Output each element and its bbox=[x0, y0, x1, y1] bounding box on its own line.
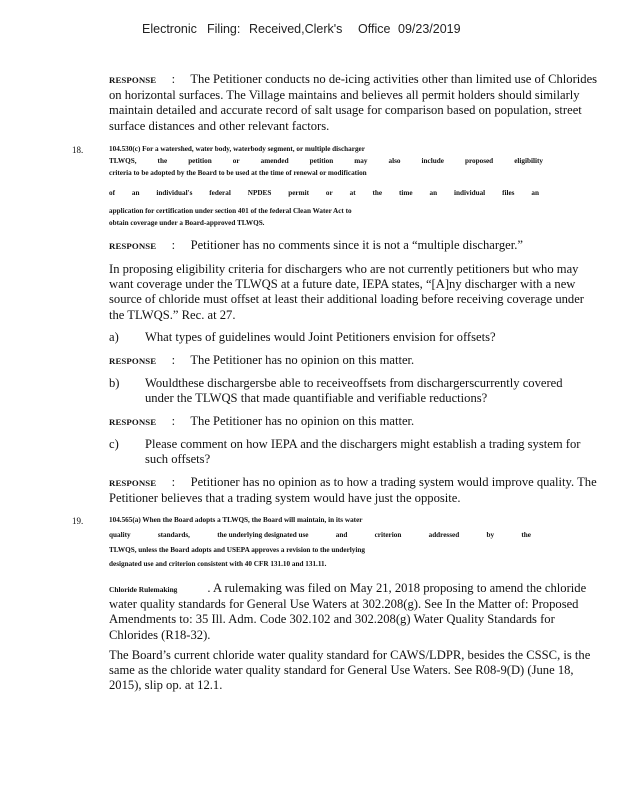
item-b-mark: b) bbox=[109, 376, 120, 390]
q18-line2: TLWQS, the petition or amended petition may also include proposed eligibility bbox=[109, 157, 543, 165]
q19-line3: TLWQS, unless the Board adopts and USEPA approves a revision to the underlying bbox=[109, 546, 365, 554]
q19-line2: quality standards, the underlying designated use and criterion addressed by the bbox=[109, 531, 531, 539]
response-multiple-discharger: RESPONSE : Petitioner has no comments since it is not a “multiple discharger.” bbox=[109, 238, 523, 252]
q18-line5: application for certification under section 401 of the federal Clean Water Act to bbox=[109, 207, 352, 215]
response-text: The Petitioner conducts no de-icing activities other than limited use of Chlorides on horizontal surfaces. The Village maintains and believes all permit holders should similarly maintain detailed and accurate record of salt usage for comparison based on population, street surface distances and other relevant factors. bbox=[109, 72, 598, 133]
header-filing: Filing: bbox=[207, 22, 241, 36]
item-b-text: Wouldthese dischargersbe able to receiveoffsets from dischargerscurrently covered under the TLWQS that made quantifiable and verifiable reductions? bbox=[145, 376, 563, 406]
q18-line1: 104.530(c) For a watershed, water body, waterbody segment, or multiple discharger bbox=[109, 145, 365, 153]
paragraph-chloride-rulemaking: Chloride Rulemaking . A rulemaking was filed on May 21, 2018 proposing to amend the chloride water quality standards for General Use Waters at 302.208(g). See In the Matter of: Proposed Amendments to: 35 Ill. Adm. Code 302.102 and 302.208(g) Water Quality Standards for Chlorides (R18-32). bbox=[109, 581, 587, 642]
item-c-text: Please comment on how IEPA and the dischargers might establish a trading system for such offsets? bbox=[145, 437, 581, 467]
response-a: RESPONSE : The Petitioner has no opinion on this matter. bbox=[109, 353, 415, 367]
header-received: Received,Clerk's bbox=[249, 22, 343, 36]
item-a-text: What types of guidelines would Joint Petitioners envision for offsets? bbox=[145, 330, 496, 344]
q19-line4: designated use and criterion consistent with 40 CFR 131.10 and 131.11. bbox=[109, 560, 327, 568]
response-b: RESPONSE : The Petitioner has no opinion on this matter. bbox=[109, 414, 415, 428]
question-number-19: 19. bbox=[72, 516, 84, 526]
response-label: RESPONSE bbox=[109, 75, 157, 85]
q19-line1: 104.565(a) When the Board adopts a TLWQS, the Board will maintain, in its water bbox=[109, 516, 363, 524]
header-electronic: Electronic bbox=[142, 22, 197, 36]
header-date: 09/23/2019 bbox=[398, 22, 461, 36]
q18-line6: obtain coverage under a Board-approved TLWQS. bbox=[109, 219, 265, 227]
response-deicing: RESPONSE : The Petitioner conducts no de-icing activities other than limited use of Chlorides on horizontal surfaces. The Village maintains and believes all permit holders should similarly maintain detailed and accurate record of salt usage for comparison based on population, street surface distances and other relevant factors. bbox=[109, 72, 598, 133]
q18-line3: criteria to be adopted by the Board to be used at the time of renewal or modification bbox=[109, 169, 367, 177]
question-number-18: 18. bbox=[72, 145, 84, 155]
q18-line4: of an individual's federal NPDES permit or at the time an individual files an bbox=[109, 189, 539, 197]
paragraph-eligibility: In proposing eligibility criteria for dischargers who are not currently petitioners but who may want coverage under the TLWQS at a future date, IEPA states, “[A]ny discharger with a new source of chloride must offset at least their additional loading before receiving coverage under the TLWQS.” Rec. at 27. bbox=[109, 262, 585, 322]
paragraph-current-standard: The Board’s current chloride water quality standard for CAWS/LDPR, besides the CSSC, is the same as the chloride water quality standard for General Use Waters. See R08-9(D) (June 18, 2015), slip op. at 12.1. bbox=[109, 648, 591, 693]
chloride-rulemaking-label: Chloride Rulemaking bbox=[109, 585, 178, 594]
item-a-mark: a) bbox=[109, 330, 119, 344]
item-c-mark: c) bbox=[109, 437, 119, 451]
response-c: RESPONSE : Petitioner has no opinion as to how a trading system would improve quality. The Petitioner believes that a trading system would have just the opposite. bbox=[109, 475, 597, 506]
header-office: Office bbox=[358, 22, 391, 36]
